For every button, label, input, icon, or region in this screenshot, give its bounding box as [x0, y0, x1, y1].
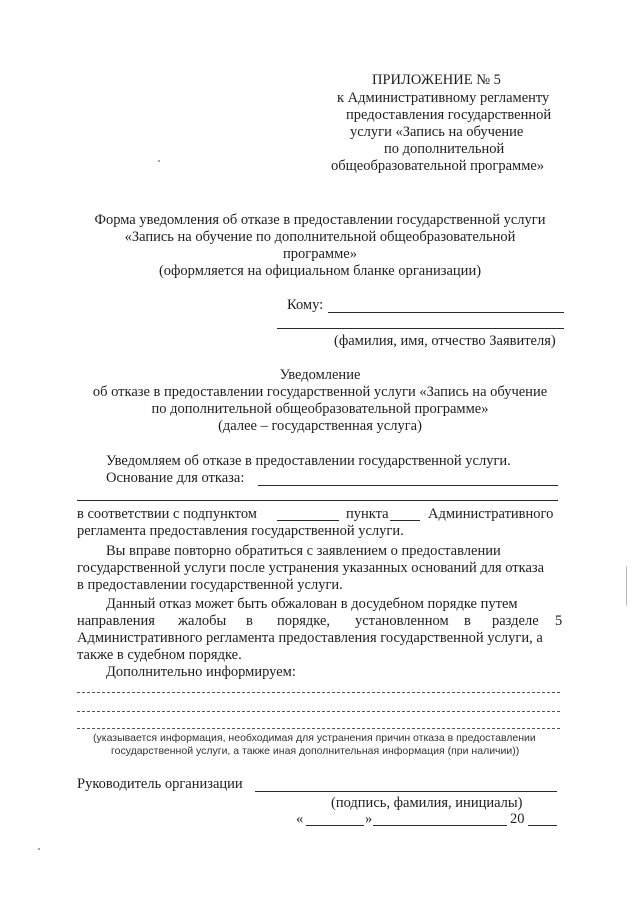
- recipient-caption: (фамилия, имя, отчество Заявителя): [334, 333, 556, 349]
- notice-subject-line: об отказе в предоставлении государственной услуги «Запись на обучение: [92, 384, 548, 400]
- basis-field[interactable]: [258, 485, 558, 486]
- scan-speck: [38, 848, 40, 850]
- recipient-name-field[interactable]: [328, 312, 564, 313]
- more-info-footnote: (указывается информация, необходимая для устранения причин отказа в предоставлении: [93, 732, 536, 744]
- body-paragraph-3-line: Данный отказ может быть обжалован в досудебном порядке путем: [106, 596, 518, 612]
- ref-mid: пункта: [346, 506, 389, 522]
- recipient-name-field-line2[interactable]: [277, 328, 564, 329]
- appendix-title: ПРИЛОЖЕНИЕ № 5: [372, 72, 501, 88]
- word: в: [464, 613, 471, 629]
- date-year-field[interactable]: [528, 825, 557, 826]
- form-title-line: программе»: [283, 246, 357, 262]
- signature-label: Руководитель организации: [77, 776, 243, 792]
- date-open-quote: «: [296, 811, 304, 827]
- subclause-field[interactable]: [277, 520, 339, 521]
- notice-heading: Уведомление: [279, 367, 361, 383]
- word: в: [246, 613, 253, 629]
- word: установленном: [355, 613, 449, 629]
- word: порядке,: [277, 613, 331, 629]
- more-info-label: Дополнительно информируем:: [106, 664, 296, 680]
- body-paragraph-2-line: в предоставлении государственной услуги.: [77, 577, 343, 593]
- body-paragraph-2-line: Вы вправе повторно обратиться с заявлением о предоставлении: [106, 543, 501, 559]
- body-paragraph-1: Уведомляем об отказе в предоставлении государственной услуги.: [106, 453, 511, 469]
- notice-subject-note: (далее – государственная услуга): [218, 418, 422, 434]
- notice-subject-line: по дополнительной общеобразовательной программе»: [151, 401, 489, 417]
- more-info-field-line-1[interactable]: [77, 692, 560, 693]
- signature-caption: (подпись, фамилия, инициалы): [331, 795, 523, 811]
- date-month-field[interactable]: [373, 825, 507, 826]
- date-day-field[interactable]: [306, 825, 364, 826]
- word: направления: [77, 613, 155, 629]
- appendix-line: к Административному регламенту: [337, 90, 550, 106]
- more-info-footnote: государственной услуги, а также иная дополнительная информация (при наличии)): [111, 745, 520, 757]
- ref-start: в соответствии с подпунктом: [77, 506, 257, 522]
- form-title-line: «Запись на обучение по дополнительной общеобразовательной: [124, 229, 516, 245]
- appendix-line: по дополнительной: [384, 141, 505, 157]
- appendix-line: услуги «Запись на обучение: [350, 124, 524, 140]
- word: разделе: [492, 613, 539, 629]
- ref-end: Административного: [428, 506, 554, 522]
- more-info-field-line-2[interactable]: [77, 711, 560, 712]
- body-paragraph-2-line: государственной услуги после устранения указанных оснований для отказа: [77, 560, 545, 576]
- body-paragraph-3-line: Административного регламента предоставления государственной услуги, а: [77, 630, 543, 646]
- date-year-prefix: 20: [510, 811, 525, 827]
- more-info-field-line-3[interactable]: [77, 728, 560, 729]
- word: 5: [555, 613, 563, 629]
- date-close-quote: »: [365, 811, 373, 827]
- basis-field-line2[interactable]: [77, 500, 558, 501]
- ref-line-2: регламента предоставления государственной услуги.: [77, 523, 404, 539]
- recipient-label: Кому:: [287, 297, 324, 313]
- form-title-note: (оформляется на официальном бланке организации): [158, 263, 482, 279]
- signature-field[interactable]: [255, 791, 557, 792]
- clause-field[interactable]: [390, 520, 420, 521]
- scan-speck: [626, 566, 627, 606]
- form-title-line: Форма уведомления об отказе в предоставлении государственной услуги: [94, 212, 546, 228]
- appendix-line: общеобразовательной программе»: [331, 158, 545, 174]
- appendix-line: предоставления государственной: [346, 107, 552, 123]
- basis-label: Основание для отказа:: [106, 470, 245, 486]
- word: жалобы: [178, 613, 227, 629]
- body-paragraph-3-line: также в судебном порядке.: [77, 647, 242, 663]
- scan-speck: [158, 160, 160, 162]
